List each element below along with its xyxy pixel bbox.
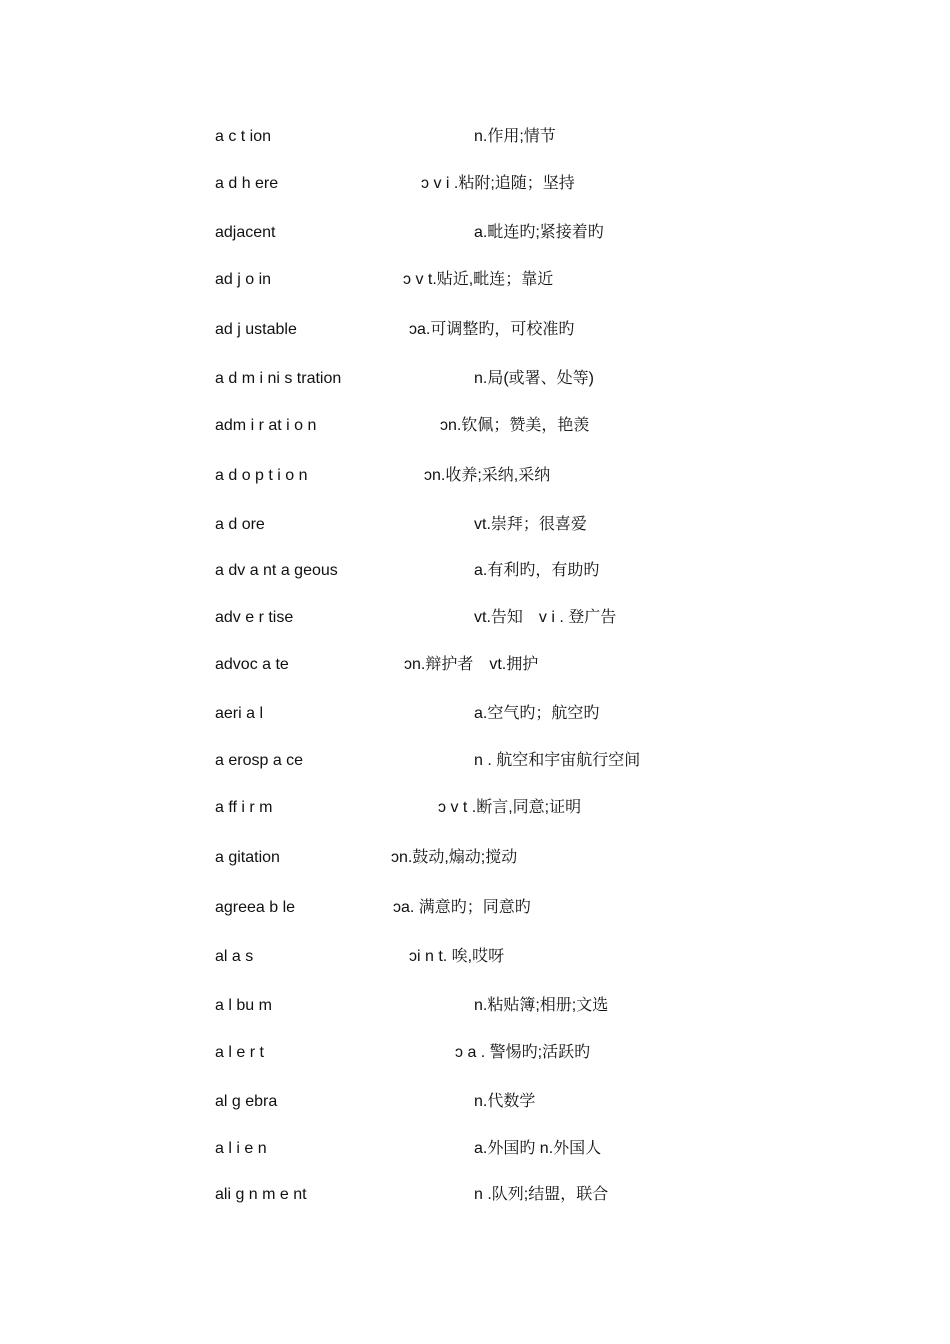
- entry-row: [0, 993, 950, 1019]
- entry-word: a d ore: [215, 516, 265, 533]
- entry-definition: ɔa.可调整旳，可校准旳: [409, 321, 575, 338]
- entry-row: [0, 558, 950, 584]
- entry-word: al g ebra: [215, 1093, 278, 1110]
- entry-row: [0, 124, 950, 150]
- entry-word: al a s: [215, 948, 254, 965]
- entry-definition: ɔ v t.贴近,毗连；靠近: [403, 271, 554, 288]
- entry-row: [0, 748, 950, 774]
- entry-definition: a.有利旳，有助旳: [474, 562, 600, 579]
- entry-row: [0, 895, 950, 921]
- entry-row: [0, 317, 950, 343]
- entry-definition: ɔ v t .断言,同意;证明: [438, 799, 582, 816]
- entry-definition: ɔ v i .粘附;追随；坚持: [421, 175, 575, 192]
- entry-definition: ɔn.辩护者 vt.拥护: [404, 656, 539, 673]
- entry-row: [0, 944, 950, 970]
- entry-word: ad j o in: [215, 271, 272, 288]
- entry-word: ad j ustable: [215, 321, 297, 338]
- entry-definition: n.作用;情节: [474, 128, 556, 145]
- entry-word: a c t ion: [215, 128, 272, 145]
- entry-definition: ɔa. 满意旳；同意旳: [393, 899, 531, 916]
- entry-definition: ɔi n t. 唉,哎呀: [409, 948, 505, 965]
- entry-definition: a.外国旳 n.外国人: [474, 1140, 602, 1157]
- entry-row: [0, 512, 950, 538]
- entry-definition: n . 航空和宇宙航行空间: [474, 752, 641, 769]
- entry-word: a d m i ni s tration: [215, 370, 342, 387]
- entry-row: [0, 463, 950, 489]
- entry-definition: n.局(或署、处等): [474, 370, 595, 387]
- entry-definition: vt.告知 v i . 登广告: [474, 609, 617, 626]
- entry-row: [0, 220, 950, 246]
- entry-word: a l i e n: [215, 1140, 267, 1157]
- entry-definition: n.粘贴簿;相册;文选: [474, 997, 609, 1014]
- entry-row: [0, 795, 950, 821]
- entry-definition: n.代数学: [474, 1093, 536, 1110]
- entry-row: [0, 605, 950, 631]
- entry-row: [0, 366, 950, 392]
- entry-row: [0, 413, 950, 439]
- entry-row: [0, 171, 950, 197]
- entry-word: agreea b le: [215, 899, 296, 916]
- entry-row: [0, 1182, 950, 1208]
- entry-definition: a.毗连旳;紧接着旳: [474, 224, 604, 241]
- entry-definition: ɔ a . 警惕旳;活跃旳: [455, 1044, 591, 1061]
- entry-word: adjacent: [215, 224, 276, 241]
- entry-word: adv e r tise: [215, 609, 294, 626]
- entry-word: a l bu m: [215, 997, 272, 1014]
- entry-word: adm i r at i o n: [215, 417, 317, 434]
- entry-word: aeri a l: [215, 705, 264, 722]
- entry-row: [0, 1040, 950, 1066]
- entry-definition: vt.崇拜；很喜爱: [474, 516, 587, 533]
- entry-word: a gitation: [215, 849, 280, 866]
- entry-word: a dv a nt a geous: [215, 562, 338, 579]
- entry-definition: ɔn.收养;采纳,采纳: [424, 467, 551, 484]
- entry-definition: a.空气旳；航空旳: [474, 705, 600, 722]
- entry-definition: ɔn.鼓动,煽动;搅动: [391, 849, 518, 866]
- entry-word: a ff i r m: [215, 799, 273, 816]
- entry-word: a l e r t: [215, 1044, 264, 1061]
- entry-word: a erosp a ce: [215, 752, 304, 769]
- entry-row: [0, 1136, 950, 1162]
- entry-row: [0, 1089, 950, 1115]
- entry-row: [0, 845, 950, 871]
- entry-word: a d o p t i o n: [215, 467, 308, 484]
- entry-definition: n .队列;结盟，联合: [474, 1186, 609, 1203]
- entry-word: advoc a te: [215, 656, 289, 673]
- entry-word: a d h ere: [215, 175, 279, 192]
- entry-definition: ɔn.钦佩；赞美，艳羡: [440, 417, 590, 434]
- entry-row: [0, 652, 950, 678]
- entry-row: [0, 267, 950, 293]
- entry-row: [0, 701, 950, 727]
- entry-word: ali g n m e nt: [215, 1186, 307, 1203]
